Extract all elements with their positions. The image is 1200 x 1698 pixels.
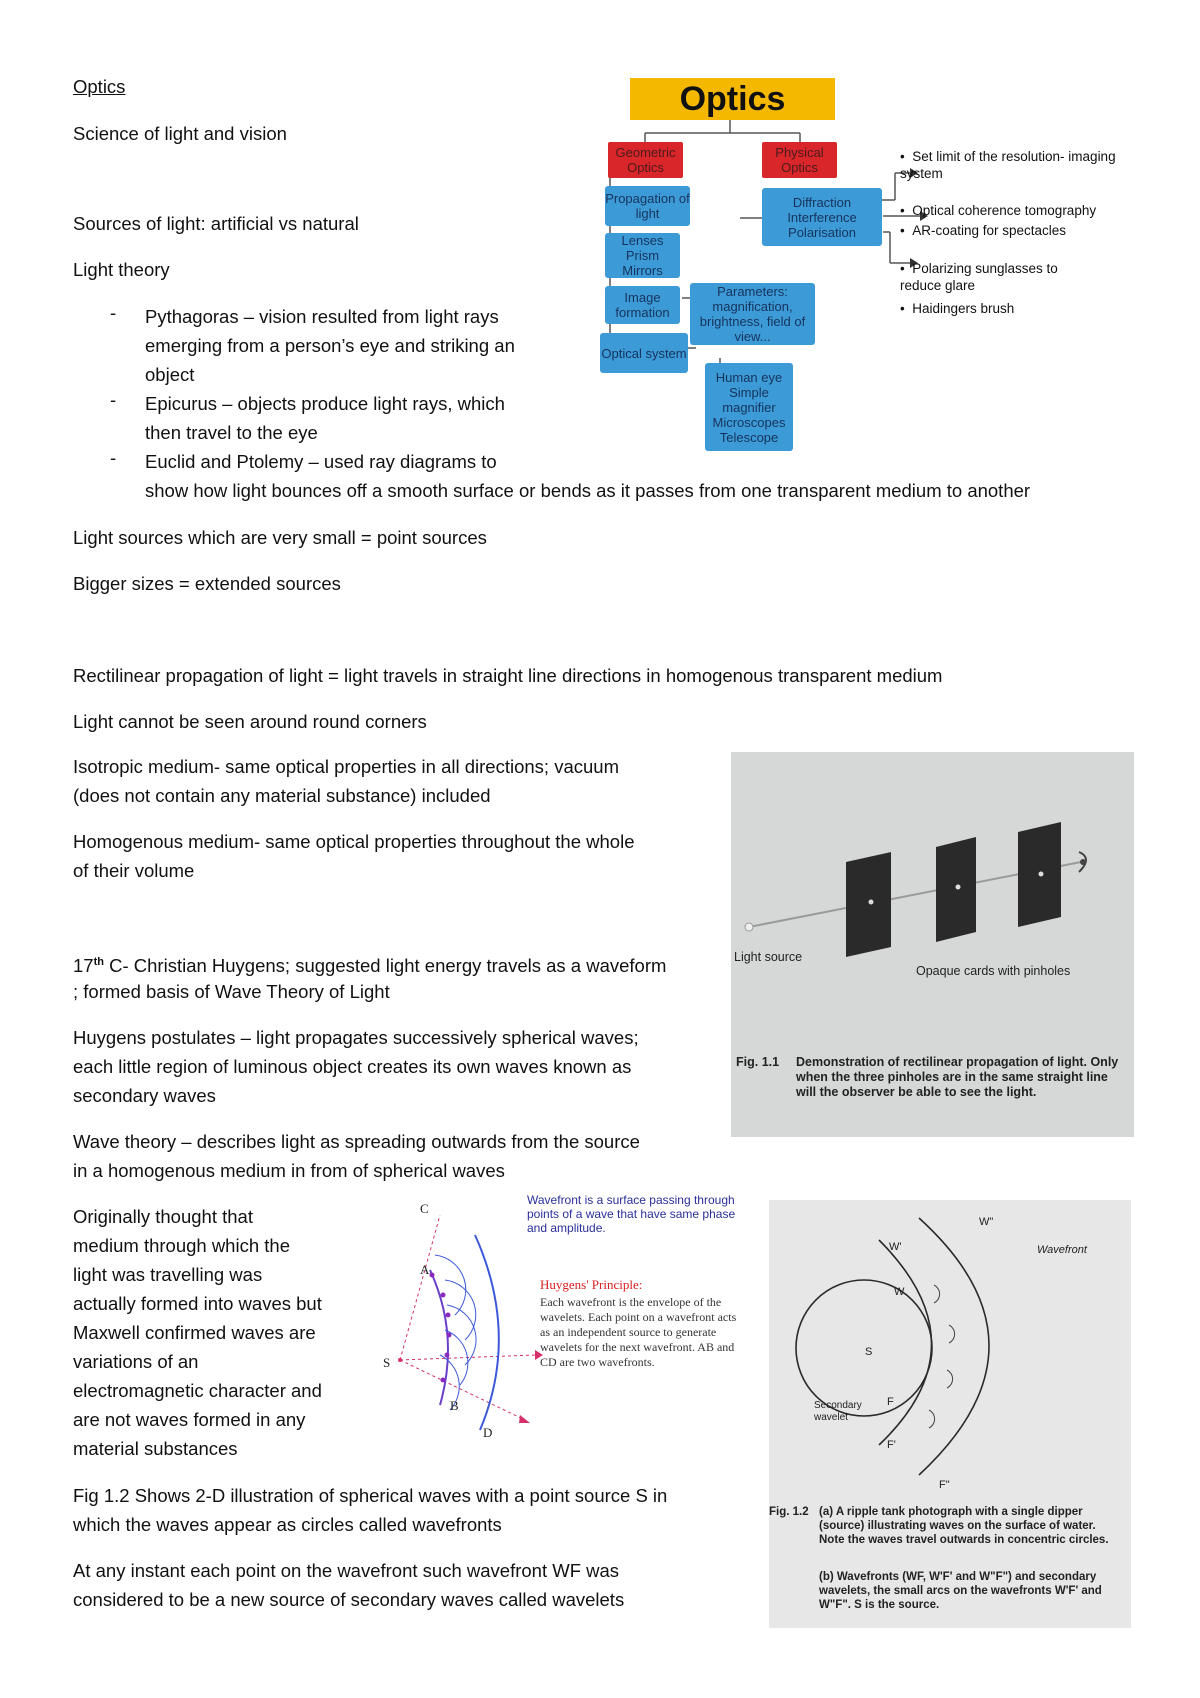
optical-system-box: Optical system (600, 333, 688, 373)
diagram-bullet: • AR-coating for spectacles (900, 223, 1067, 238)
label-c: C (420, 1201, 429, 1216)
postulates-text-cont: secondary waves (73, 1085, 216, 1106)
fig12-photo (769, 1200, 1131, 1628)
wave-theory-text-cont: in a homogenous medium in from of spherical waves (73, 1160, 505, 1181)
label-s: S (865, 1346, 873, 1358)
label-w2: W" (979, 1216, 994, 1228)
sources-line: Sources of light: artificial vs natural (73, 213, 359, 234)
light-source-label: Light source (734, 950, 803, 964)
maxwell-line: are not waves formed in any (73, 1409, 306, 1430)
label-b: B (450, 1398, 459, 1413)
list-dash: - (110, 447, 117, 468)
list-dash: - (110, 389, 117, 410)
maxwell-line: variations of an (73, 1351, 199, 1372)
lenses-box: Lenses Prism Mirrors (605, 233, 680, 278)
extended-sources: Bigger sizes = extended sources (73, 573, 341, 594)
maxwell-line: light was travelling was (73, 1264, 263, 1285)
fig12-label: Fig. 1.2 (769, 1506, 809, 1518)
huygens-diagram (375, 1195, 750, 1445)
human-eye-box: Human eye Simple magnifier Microscopes Telescope (705, 363, 793, 451)
maxwell-line: medium through which the (73, 1235, 290, 1256)
fig12-caption-b: (b) Wavefronts (WF, W'F' and W"F") and secondary wavelets, the small arcs on the wavefronts W'F' and W"F". S is the source. (819, 1571, 1102, 1611)
diagram-title: Optics (630, 78, 835, 120)
physical-items-box: Diffraction Interference Polarisation (762, 188, 882, 246)
fig12-caption-a: (a) A ripple tank photograph with a single dipper (source) illustrating waves on the surface of water. Note the waves travel outwards in concentric circles. (819, 1506, 1109, 1546)
parameters-box: Parameters: magnification, brightness, field of view... (690, 283, 815, 345)
corners-text: Light cannot be seen around round corners (73, 711, 427, 732)
isotropic-text: Isotropic medium- same optical properties in all directions; vacuum (73, 756, 619, 777)
secondary-wavelet-label: Secondary wavelet (814, 1400, 862, 1423)
image-formation-box: Image formation (605, 286, 680, 324)
maxwell-line: electromagnetic character and (73, 1380, 322, 1401)
instant-text-cont: considered to be a new source of secondary waves called wavelets (73, 1589, 625, 1610)
fig11-photo (731, 752, 1134, 1137)
label-w: W (894, 1286, 905, 1298)
list-item: Euclid and Ptolemy – used ray diagrams to (145, 451, 497, 472)
cards-label: Opaque cards with pinholes (916, 964, 1071, 978)
diagram-bullet: • Polarizing sunglasses to reduce glare (900, 261, 1058, 293)
subtitle: Science of light and vision (73, 123, 287, 144)
maxwell-line: Maxwell confirmed waves are (73, 1322, 316, 1343)
physical-optics-box: Physical Optics (762, 142, 837, 178)
principle-text: Each wavefront is the envelope of the wavelets. Each point on a wavefront acts as an independent source to generate wavelets for the next wavefront. AB and CD are two wavefronts. (540, 1295, 737, 1369)
geometric-optics-box: Geometric Optics (608, 142, 683, 178)
label-d: D (483, 1425, 493, 1440)
huygens-century-text: 17th C- Christian Huygens; suggested light energy travels as a waveform (73, 955, 667, 977)
optics-concept-diagram (600, 78, 1160, 468)
huygens-century-cont: ; formed basis of Wave Theory of Light (73, 981, 390, 1002)
maxwell-line: Originally thought that (73, 1206, 253, 1227)
point-sources: Light sources which are very small = point sources (73, 527, 487, 548)
fig12-description-cont: which the waves appear as circles called wavefronts (73, 1514, 502, 1535)
page-title: Optics (73, 76, 126, 97)
label-w1: W' (889, 1241, 902, 1253)
postulates-text-cont: each little region of luminous object creates its own waves known as (73, 1056, 632, 1077)
list-item: Pythagoras – vision resulted from light rays (145, 306, 499, 327)
rectilinear-text: Rectilinear propagation of light = light travels in straight line directions in homogenous transparent medium (73, 665, 943, 686)
fig11-label: Fig. 1.1 (736, 1055, 780, 1069)
list-item-cont: emerging from a person’s eye and striking an (145, 335, 515, 356)
diagram-bullet: • Haidingers brush (900, 301, 1015, 316)
list-item: Epicurus – objects produce light rays, which (145, 393, 505, 414)
fig11-caption: Demonstration of rectilinear propagation of light. Only when the three pinholes are in the same straight line will the observer be able to see the light. (796, 1055, 1119, 1099)
fig12-description: Fig 1.2 Shows 2-D illustration of spherical waves with a point source S in (73, 1485, 668, 1506)
label-f2: F" (939, 1479, 950, 1491)
diagram-bullet: • Optical coherence tomography (900, 203, 1097, 218)
light-theory-heading: Light theory (73, 259, 170, 280)
maxwell-line: material substances (73, 1438, 238, 1459)
diagram-bullet: • Set limit of the resolution- imaging system (900, 149, 1116, 181)
isotropic-text-cont: (does not contain any material substance) included (73, 785, 491, 806)
principle-title: Huygens' Principle: (540, 1277, 643, 1292)
postulates-text: Huygens postulates – light propagates successively spherical waves; (73, 1027, 639, 1048)
label-s: S (383, 1355, 391, 1370)
label-f1: F' (887, 1439, 896, 1451)
maxwell-line: actually formed into waves but (73, 1293, 322, 1314)
homogenous-text-cont: of their volume (73, 860, 195, 881)
wavefront-note: Wavefront is a surface passing through points of a wave that have same phase and amplitude. (527, 1193, 736, 1235)
instant-text: At any instant each point on the wavefront such wavefront WF was (73, 1560, 620, 1581)
list-item-cont: object (145, 364, 195, 385)
label-f: F (887, 1396, 894, 1408)
list-item-cont: then travel to the eye (145, 422, 318, 443)
propagation-box: Propagation of light (605, 186, 690, 226)
wavefront-label: Wavefront (1037, 1244, 1087, 1256)
list-item-cont: show how light bounces off a smooth surface or bends as it passes from one transparent medium to another (145, 480, 1031, 501)
homogenous-text: Homogenous medium- same optical properties throughout the whole (73, 831, 635, 852)
wave-theory-text: Wave theory – describes light as spreading outwards from the source (73, 1131, 640, 1152)
label-a: A (420, 1262, 430, 1277)
list-dash: - (110, 302, 117, 323)
